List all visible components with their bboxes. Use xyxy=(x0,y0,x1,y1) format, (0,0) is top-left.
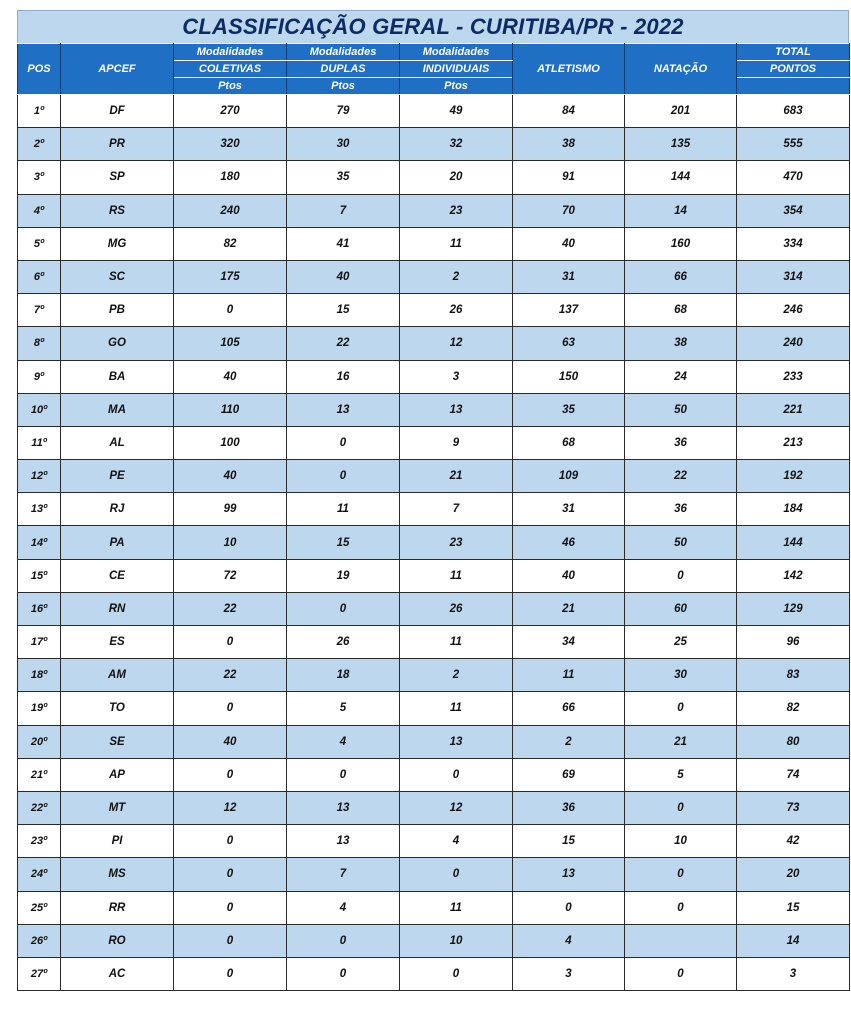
natacao-cell: 0 xyxy=(625,891,737,924)
natacao-cell: 14 xyxy=(625,194,737,227)
atletismo-cell: 0 xyxy=(513,891,625,924)
atletismo-cell: 150 xyxy=(513,360,625,393)
total-cell: 74 xyxy=(737,758,850,791)
atletismo-cell: 84 xyxy=(513,95,625,128)
total-cell: 15 xyxy=(737,891,850,924)
natacao-cell: 0 xyxy=(625,692,737,725)
header-individuais-line2: INDIVIDUAIS xyxy=(400,61,513,78)
atletismo-cell: 3 xyxy=(513,957,625,990)
duplas-cell: 7 xyxy=(287,858,400,891)
pos-cell: 1º xyxy=(18,95,61,128)
table-row xyxy=(18,592,850,625)
duplas-cell: 16 xyxy=(287,360,400,393)
header-coletivas-line2: COLETIVAS xyxy=(174,61,287,78)
table-row xyxy=(18,924,850,957)
duplas-cell: 0 xyxy=(287,924,400,957)
individuais-cell: 2 xyxy=(400,659,513,692)
total-cell: 14 xyxy=(737,924,850,957)
pos-cell: 22º xyxy=(18,791,61,824)
atletismo-cell: 34 xyxy=(513,626,625,659)
table-row xyxy=(18,393,850,426)
pos-cell: 24º xyxy=(18,858,61,891)
duplas-cell: 13 xyxy=(287,791,400,824)
individuais-cell: 0 xyxy=(400,758,513,791)
duplas-cell: 19 xyxy=(287,559,400,592)
pos-cell: 3º xyxy=(18,161,61,194)
atletismo-cell: 21 xyxy=(513,592,625,625)
table-row xyxy=(18,825,850,858)
atletismo-cell: 31 xyxy=(513,493,625,526)
individuais-cell: 26 xyxy=(400,592,513,625)
table-row xyxy=(18,327,850,360)
individuais-cell: 11 xyxy=(400,626,513,659)
apcef-cell: RN xyxy=(61,592,174,625)
total-cell: 96 xyxy=(737,626,850,659)
pos-cell: 11º xyxy=(18,426,61,459)
pos-cell: 10º xyxy=(18,393,61,426)
duplas-cell: 4 xyxy=(287,725,400,758)
header-atletismo: ATLETISMO xyxy=(513,44,625,95)
header-individuais-line3: Ptos xyxy=(400,78,513,95)
apcef-cell: SE xyxy=(61,725,174,758)
apcef-cell: PR xyxy=(61,128,174,161)
coletivas-cell: 0 xyxy=(174,294,287,327)
natacao-cell: 50 xyxy=(625,393,737,426)
natacao-cell: 0 xyxy=(625,791,737,824)
atletismo-cell: 2 xyxy=(513,725,625,758)
apcef-cell: BA xyxy=(61,360,174,393)
individuais-cell: 26 xyxy=(400,294,513,327)
duplas-cell: 13 xyxy=(287,393,400,426)
atletismo-cell: 137 xyxy=(513,294,625,327)
duplas-cell: 0 xyxy=(287,758,400,791)
individuais-cell: 13 xyxy=(400,725,513,758)
apcef-cell: AC xyxy=(61,957,174,990)
individuais-cell: 11 xyxy=(400,559,513,592)
duplas-cell: 0 xyxy=(287,592,400,625)
total-cell: 42 xyxy=(737,825,850,858)
table-row xyxy=(18,493,850,526)
coletivas-cell: 240 xyxy=(174,194,287,227)
header-duplas-line2: DUPLAS xyxy=(287,61,400,78)
natacao-cell: 38 xyxy=(625,327,737,360)
natacao-cell xyxy=(625,924,737,957)
apcef-cell: PA xyxy=(61,526,174,559)
header-coletivas-line3: Ptos xyxy=(174,78,287,95)
apcef-cell: DF xyxy=(61,95,174,128)
natacao-cell: 0 xyxy=(625,957,737,990)
atletismo-cell: 40 xyxy=(513,559,625,592)
individuais-cell: 10 xyxy=(400,924,513,957)
duplas-cell: 41 xyxy=(287,227,400,260)
header-total-line3 xyxy=(737,78,850,95)
coletivas-cell: 110 xyxy=(174,393,287,426)
atletismo-cell: 68 xyxy=(513,426,625,459)
apcef-cell: RJ xyxy=(61,493,174,526)
natacao-cell: 5 xyxy=(625,758,737,791)
apcef-cell: RS xyxy=(61,194,174,227)
individuais-cell: 20 xyxy=(400,161,513,194)
header-duplas-line3: Ptos xyxy=(287,78,400,95)
total-cell: 233 xyxy=(737,360,850,393)
total-cell: 184 xyxy=(737,493,850,526)
coletivas-cell: 0 xyxy=(174,924,287,957)
duplas-cell: 7 xyxy=(287,194,400,227)
header-total-line2: PONTOS xyxy=(737,61,850,78)
coletivas-cell: 72 xyxy=(174,559,287,592)
natacao-cell: 22 xyxy=(625,460,737,493)
total-cell: 334 xyxy=(737,227,850,260)
coletivas-cell: 0 xyxy=(174,891,287,924)
duplas-cell: 15 xyxy=(287,526,400,559)
duplas-cell: 30 xyxy=(287,128,400,161)
pos-cell: 16º xyxy=(18,592,61,625)
total-cell: 83 xyxy=(737,659,850,692)
individuais-cell: 11 xyxy=(400,227,513,260)
table-header xyxy=(18,44,850,95)
apcef-cell: RO xyxy=(61,924,174,957)
coletivas-cell: 22 xyxy=(174,592,287,625)
atletismo-cell: 69 xyxy=(513,758,625,791)
pos-cell: 20º xyxy=(18,725,61,758)
pos-cell: 4º xyxy=(18,194,61,227)
table-row xyxy=(18,194,850,227)
duplas-cell: 15 xyxy=(287,294,400,327)
table-row xyxy=(18,758,850,791)
apcef-cell: MS xyxy=(61,858,174,891)
duplas-cell: 35 xyxy=(287,161,400,194)
duplas-cell: 40 xyxy=(287,260,400,293)
table-row xyxy=(18,227,850,260)
coletivas-cell: 180 xyxy=(174,161,287,194)
table-row xyxy=(18,426,850,459)
table-row xyxy=(18,128,850,161)
atletismo-cell: 38 xyxy=(513,128,625,161)
individuais-cell: 11 xyxy=(400,692,513,725)
duplas-cell: 22 xyxy=(287,327,400,360)
apcef-cell: SP xyxy=(61,161,174,194)
coletivas-cell: 22 xyxy=(174,659,287,692)
pos-cell: 27º xyxy=(18,957,61,990)
pos-cell: 15º xyxy=(18,559,61,592)
coletivas-cell: 40 xyxy=(174,460,287,493)
apcef-cell: AL xyxy=(61,426,174,459)
pos-cell: 14º xyxy=(18,526,61,559)
atletismo-cell: 35 xyxy=(513,393,625,426)
pos-cell: 6º xyxy=(18,260,61,293)
header-individuais-line1: Modalidades xyxy=(400,44,513,61)
table-row xyxy=(18,957,850,990)
total-cell: 192 xyxy=(737,460,850,493)
pos-cell: 12º xyxy=(18,460,61,493)
table-row xyxy=(18,95,850,128)
apcef-cell: RR xyxy=(61,891,174,924)
table-row xyxy=(18,626,850,659)
total-cell: 240 xyxy=(737,327,850,360)
natacao-cell: 30 xyxy=(625,659,737,692)
individuais-cell: 13 xyxy=(400,393,513,426)
coletivas-cell: 100 xyxy=(174,426,287,459)
apcef-cell: AM xyxy=(61,659,174,692)
atletismo-cell: 40 xyxy=(513,227,625,260)
pos-cell: 17º xyxy=(18,626,61,659)
total-cell: 246 xyxy=(737,294,850,327)
pos-cell: 8º xyxy=(18,327,61,360)
natacao-cell: 21 xyxy=(625,725,737,758)
table-row xyxy=(18,460,850,493)
header-total-line1: TOTAL xyxy=(737,44,850,61)
pos-cell: 21º xyxy=(18,758,61,791)
coletivas-cell: 0 xyxy=(174,626,287,659)
coletivas-cell: 0 xyxy=(174,758,287,791)
table-row xyxy=(18,260,850,293)
pos-cell: 13º xyxy=(18,493,61,526)
pos-cell: 7º xyxy=(18,294,61,327)
natacao-cell: 36 xyxy=(625,426,737,459)
table-body xyxy=(18,95,850,991)
natacao-cell: 201 xyxy=(625,95,737,128)
coletivas-cell: 0 xyxy=(174,957,287,990)
total-cell: 80 xyxy=(737,725,850,758)
duplas-cell: 18 xyxy=(287,659,400,692)
natacao-cell: 60 xyxy=(625,592,737,625)
total-cell: 82 xyxy=(737,692,850,725)
apcef-cell: MA xyxy=(61,393,174,426)
coletivas-cell: 10 xyxy=(174,526,287,559)
atletismo-cell: 15 xyxy=(513,825,625,858)
total-cell: 144 xyxy=(737,526,850,559)
atletismo-cell: 91 xyxy=(513,161,625,194)
atletismo-cell: 36 xyxy=(513,791,625,824)
individuais-cell: 12 xyxy=(400,791,513,824)
duplas-cell: 0 xyxy=(287,460,400,493)
table-row xyxy=(18,161,850,194)
coletivas-cell: 82 xyxy=(174,227,287,260)
apcef-cell: TO xyxy=(61,692,174,725)
pos-cell: 18º xyxy=(18,659,61,692)
coletivas-cell: 12 xyxy=(174,791,287,824)
total-cell: 555 xyxy=(737,128,850,161)
individuais-cell: 21 xyxy=(400,460,513,493)
natacao-cell: 0 xyxy=(625,559,737,592)
table-row xyxy=(18,692,850,725)
atletismo-cell: 109 xyxy=(513,460,625,493)
atletismo-cell: 4 xyxy=(513,924,625,957)
apcef-cell: PI xyxy=(61,825,174,858)
total-cell: 354 xyxy=(737,194,850,227)
natacao-cell: 36 xyxy=(625,493,737,526)
coletivas-cell: 270 xyxy=(174,95,287,128)
duplas-cell: 4 xyxy=(287,891,400,924)
pos-cell: 2º xyxy=(18,128,61,161)
duplas-cell: 0 xyxy=(287,426,400,459)
natacao-cell: 50 xyxy=(625,526,737,559)
duplas-cell: 0 xyxy=(287,957,400,990)
individuais-cell: 11 xyxy=(400,891,513,924)
atletismo-cell: 66 xyxy=(513,692,625,725)
natacao-cell: 160 xyxy=(625,227,737,260)
individuais-cell: 49 xyxy=(400,95,513,128)
individuais-cell: 4 xyxy=(400,825,513,858)
individuais-cell: 9 xyxy=(400,426,513,459)
total-cell: 73 xyxy=(737,791,850,824)
atletismo-cell: 63 xyxy=(513,327,625,360)
natacao-cell: 25 xyxy=(625,626,737,659)
coletivas-cell: 40 xyxy=(174,360,287,393)
natacao-cell: 0 xyxy=(625,858,737,891)
header-pos: POS xyxy=(18,44,61,95)
individuais-cell: 32 xyxy=(400,128,513,161)
apcef-cell: CE xyxy=(61,559,174,592)
natacao-cell: 66 xyxy=(625,260,737,293)
apcef-cell: AP xyxy=(61,758,174,791)
coletivas-cell: 0 xyxy=(174,825,287,858)
individuais-cell: 23 xyxy=(400,194,513,227)
duplas-cell: 11 xyxy=(287,493,400,526)
atletismo-cell: 11 xyxy=(513,659,625,692)
table-row xyxy=(18,526,850,559)
individuais-cell: 0 xyxy=(400,858,513,891)
pos-cell: 19º xyxy=(18,692,61,725)
atletismo-cell: 31 xyxy=(513,260,625,293)
pos-cell: 23º xyxy=(18,825,61,858)
coletivas-cell: 99 xyxy=(174,493,287,526)
apcef-cell: GO xyxy=(61,327,174,360)
total-cell: 213 xyxy=(737,426,850,459)
total-cell: 314 xyxy=(737,260,850,293)
total-cell: 20 xyxy=(737,858,850,891)
individuais-cell: 7 xyxy=(400,493,513,526)
natacao-cell: 144 xyxy=(625,161,737,194)
apcef-cell: PE xyxy=(61,460,174,493)
coletivas-cell: 320 xyxy=(174,128,287,161)
coletivas-cell: 0 xyxy=(174,692,287,725)
duplas-cell: 13 xyxy=(287,825,400,858)
coletivas-cell: 0 xyxy=(174,858,287,891)
total-cell: 470 xyxy=(737,161,850,194)
atletismo-cell: 13 xyxy=(513,858,625,891)
table-row xyxy=(18,891,850,924)
table-row xyxy=(18,858,850,891)
table-row xyxy=(18,791,850,824)
pos-cell: 5º xyxy=(18,227,61,260)
classification-table xyxy=(17,43,850,991)
apcef-cell: MT xyxy=(61,791,174,824)
natacao-cell: 135 xyxy=(625,128,737,161)
header-duplas-line1: Modalidades xyxy=(287,44,400,61)
apcef-cell: PB xyxy=(61,294,174,327)
pos-cell: 9º xyxy=(18,360,61,393)
individuais-cell: 12 xyxy=(400,327,513,360)
duplas-cell: 5 xyxy=(287,692,400,725)
individuais-cell: 0 xyxy=(400,957,513,990)
pos-cell: 25º xyxy=(18,891,61,924)
atletismo-cell: 70 xyxy=(513,194,625,227)
header-apcef: APCEF xyxy=(61,44,174,95)
duplas-cell: 79 xyxy=(287,95,400,128)
individuais-cell: 3 xyxy=(400,360,513,393)
header-natacao: NATAÇÃO xyxy=(625,44,737,95)
table-row xyxy=(18,360,850,393)
apcef-cell: SC xyxy=(61,260,174,293)
atletismo-cell: 46 xyxy=(513,526,625,559)
total-cell: 3 xyxy=(737,957,850,990)
apcef-cell: ES xyxy=(61,626,174,659)
pos-cell: 26º xyxy=(18,924,61,957)
coletivas-cell: 105 xyxy=(174,327,287,360)
apcef-cell: MG xyxy=(61,227,174,260)
individuais-cell: 2 xyxy=(400,260,513,293)
natacao-cell: 68 xyxy=(625,294,737,327)
total-cell: 221 xyxy=(737,393,850,426)
natacao-cell: 24 xyxy=(625,360,737,393)
coletivas-cell: 40 xyxy=(174,725,287,758)
total-cell: 683 xyxy=(737,95,850,128)
table-row xyxy=(18,659,850,692)
total-cell: 142 xyxy=(737,559,850,592)
page-title: CLASSIFICAÇÃO GERAL - CURITIBA/PR - 2022 xyxy=(17,10,849,43)
table-row xyxy=(18,294,850,327)
individuais-cell: 23 xyxy=(400,526,513,559)
coletivas-cell: 175 xyxy=(174,260,287,293)
natacao-cell: 10 xyxy=(625,825,737,858)
total-cell: 129 xyxy=(737,592,850,625)
header-coletivas-line1: Modalidades xyxy=(174,44,287,61)
table-row xyxy=(18,559,850,592)
table-row xyxy=(18,725,850,758)
duplas-cell: 26 xyxy=(287,626,400,659)
classification-sheet xyxy=(17,10,849,991)
